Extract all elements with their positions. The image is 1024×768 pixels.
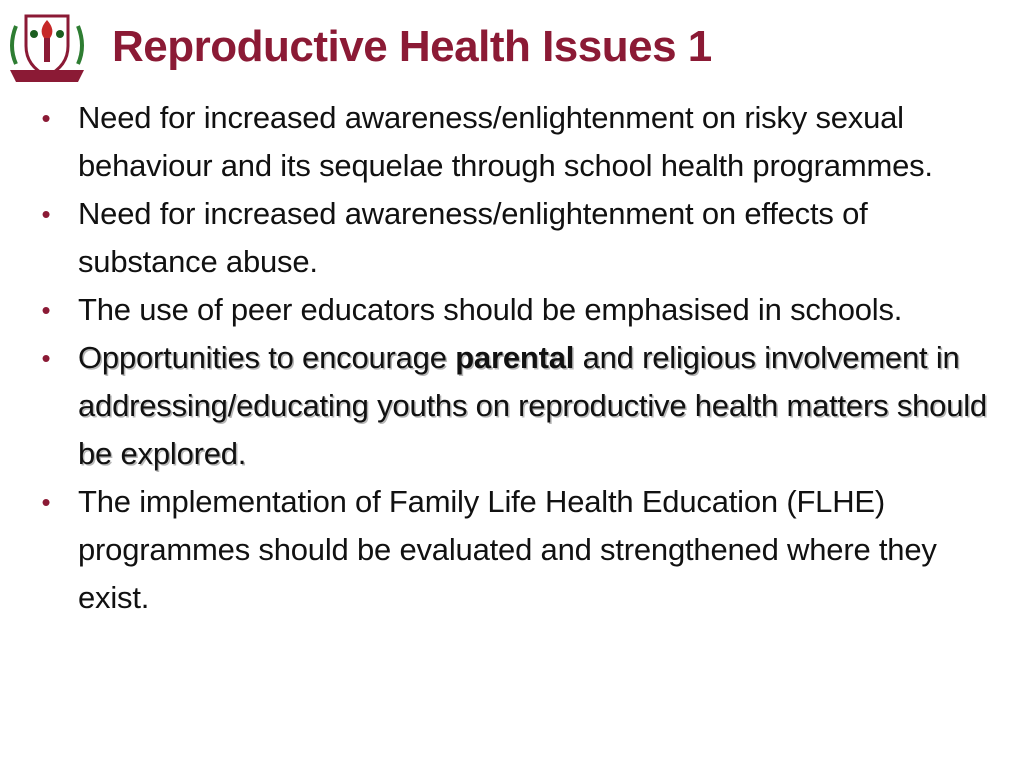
bullet-text-bold: parental [455,340,575,375]
crest-emblem-right [56,30,64,38]
crest-torch-handle [44,38,50,62]
bullet-item [38,478,998,622]
slide-title: Reproductive Health Issues 1 [112,22,712,71]
bullet-text: Need for increased awareness/enlightenment on risky sexual behaviour and its sequelae through school health programmes. [78,100,933,183]
crest-emblem-left [30,30,38,38]
bullet-text-post: and religious involvement in addressing/educating youths on reproductive health matters should be explored. [78,340,987,471]
bullet-text: The implementation of Family Life Health Education (FLHE) programmes should be evaluated and strengthened where they exist. [78,484,937,615]
bullet-marker-icon: • [41,199,51,229]
bullet-text [78,340,987,471]
bullet-item [38,286,998,334]
bullet-text-pre: Opportunities to encourage [78,340,456,375]
bullet-item-emphasized [38,334,998,478]
bullet-list [38,94,998,622]
crest-logo-icon [4,6,90,86]
crest-logo-graphic [4,6,90,86]
crest-ribbon [10,70,84,82]
bullet-marker-icon: • [41,295,51,325]
laurel-left [12,26,16,64]
bullet-marker-icon: • [41,103,51,133]
bullet-marker-icon: • [41,343,51,373]
bullet-marker-icon: • [41,487,51,517]
bullet-text: Need for increased awareness/enlightenment on effects of substance abuse. [78,196,868,279]
laurel-right [78,26,82,64]
bullet-item [38,190,998,286]
bullet-item [38,94,998,190]
bullet-text: The use of peer educators should be emphasised in schools. [78,292,903,327]
